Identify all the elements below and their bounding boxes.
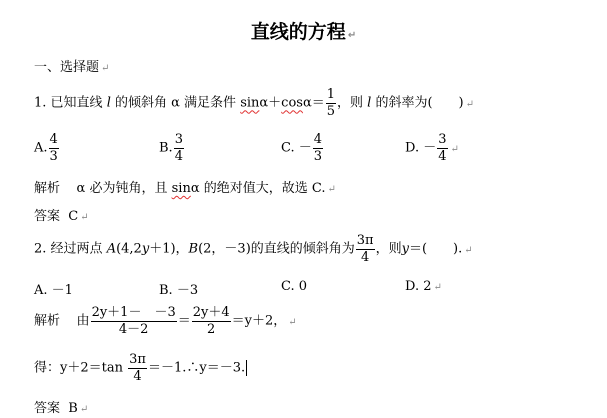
simplified-fraction: $\frac{2y+4}{2}$ — [192, 305, 230, 337]
page-title: 直线的方程 ↵ — [250, 21, 357, 43]
option-b: B. $\frac{3}{4}$ — [159, 132, 183, 164]
section-heading: 一、选择题 ↵ — [34, 60, 110, 75]
variable-l: l — [106, 95, 111, 111]
return-mark: ↵ — [347, 30, 357, 41]
option-d: D. 2 ↵ — [405, 279, 442, 294]
analysis-2: 解析 由 $\frac{2y+1- -3}{4-2}$ ＝ $\frac{2y+4}{2}$ ＝y＋2， ↵ — [34, 305, 297, 337]
option-a: A. $\frac{4}{3}$ — [34, 132, 58, 164]
option-c: C. － $\frac{4}{3}$ — [281, 132, 323, 164]
derivation-line: 得：y＋2＝tan $\frac{3\pi}{4}$ ＝－1.∴y＝－3. — [34, 352, 246, 384]
answer-2: 答案 B ↵ — [34, 401, 89, 416]
angle-fraction: $\frac{3\pi}{4}$ — [356, 233, 374, 265]
spell-check-word: sin — [240, 95, 260, 111]
variable-l: l — [367, 95, 372, 111]
answer-1: 答案 C ↵ — [34, 209, 89, 224]
spell-check-word: cos — [281, 95, 303, 111]
option-c: C. 0 — [281, 279, 308, 294]
question-2-stem: 2. 经过两点 A(4,2y＋1)，B(2，－3)的直线的倾斜角为 $\frac{3\pi}{4}$ ，则y＝( ). ↵ — [34, 233, 473, 265]
analysis-1: 解析 α 必为钝角，且 sinα 的绝对值大，故选 C. ↵ — [34, 181, 336, 196]
spell-check-word: sin — [171, 181, 191, 196]
return-mark: ↵ — [101, 63, 110, 74]
condition-fraction: $\frac{1}{5}$ — [326, 87, 336, 119]
question-1-stem: 1. 已知直线 l 的倾斜角 α 满足条件 sinα＋cosα＝ $\frac{1}{5}$ ，则 l 的斜率为( ) ↵ — [34, 87, 475, 119]
tan-angle-fraction: $\frac{3\pi}{4}$ — [129, 352, 146, 384]
option-a: A. －1 — [34, 283, 73, 298]
option-d: D. － $\frac{3}{4}$ ↵ — [405, 132, 459, 164]
slope-fraction: $\frac{2y+1- -3}{4-2}$ — [91, 305, 176, 337]
text-cursor — [246, 360, 247, 376]
option-b: B. －3 — [159, 283, 199, 298]
